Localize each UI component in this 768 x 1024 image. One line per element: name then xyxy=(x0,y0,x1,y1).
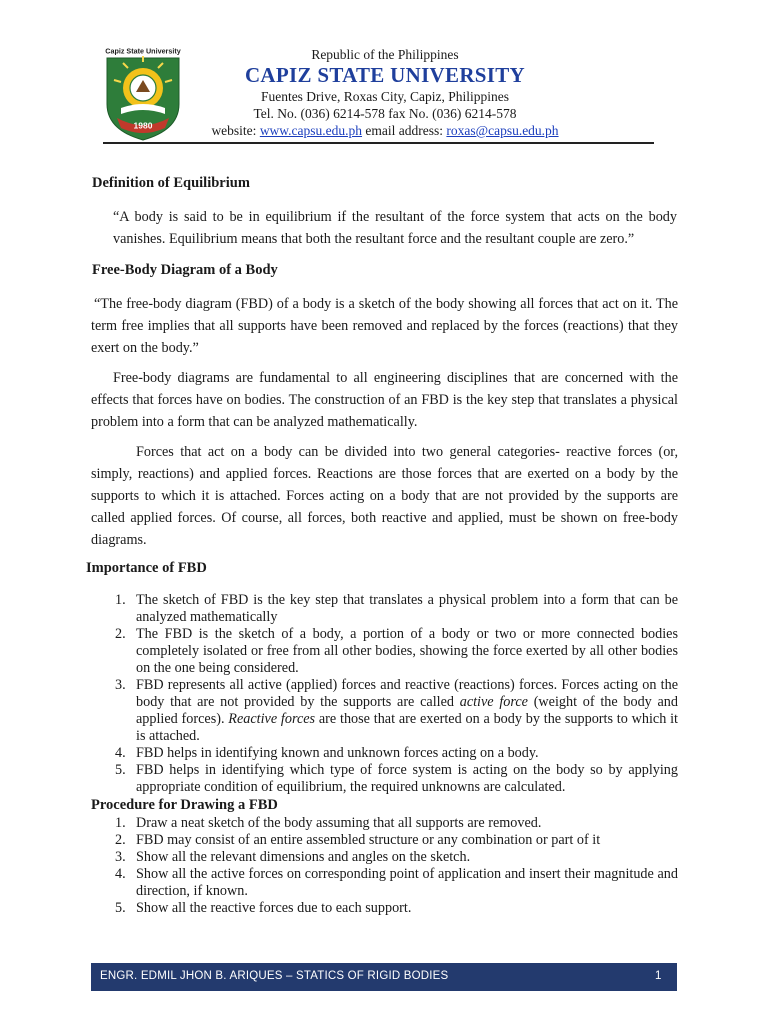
header-divider xyxy=(103,142,654,144)
phone-line: Tel. No. (036) 6214-578 fax No. (036) 6214-578 xyxy=(253,106,517,121)
importance-list xyxy=(111,592,678,796)
list-item: 1. Draw a neat sketch of the body assuming that all supports are removed. xyxy=(115,815,542,831)
list-item: 3. FBD represents all active (applied) forces and reactive (reactions) forces. Forces acting on the body that are not provided by the supports are called active force (weight of the body and applied forces). Reactive forces are those that are exerted on a body by the supports to which it is attached. xyxy=(115,677,678,744)
contact-line xyxy=(180,122,590,139)
page-header xyxy=(0,0,768,150)
list-item: 5. Show all the reactive forces due to each support. xyxy=(115,900,412,916)
email-link[interactable]: roxas@capsu.edu.ph xyxy=(446,123,559,138)
list-item: 1. The sketch of FBD is the key step that translates a physical problem into a form that can be analyzed mathematically xyxy=(115,592,678,625)
university-name: CAPIZ STATE UNIVERSITY xyxy=(244,63,526,87)
fbd-title: Free-Body Diagram of a Body xyxy=(92,262,278,278)
fbd-paragraph-1: Free-body diagrams are fundamental to all engineering disciplines that are concerned with the effects that forces have on bodies. The construction of an FBD is the key step that translates a physical problem into a form that can be analyzed mathematically. xyxy=(91,370,678,430)
list-number: 4. xyxy=(115,866,126,882)
fbd-quote: “The free-body diagram (FBD) of a body is a sketch of the body showing all forces that act on it. The term free implies that all supports have been removed and replaced by the forces (reactions) that they exert on the body.” xyxy=(91,296,678,356)
footer-title: ENGR. EDMIL JHON B. ARIQUES – STATICS OF RIGID BODIES xyxy=(100,970,449,982)
list-item: 4. FBD helps in identifying known and unknown forces acting on a body. xyxy=(115,745,539,761)
equilibrium-title: Definition of Equilibrium xyxy=(92,175,250,191)
logo-text: Capiz State University xyxy=(105,46,181,56)
list-number: 1. xyxy=(115,815,126,831)
importance-title: Importance of FBD xyxy=(86,560,207,576)
list-number: 1. xyxy=(115,592,126,608)
list-number: 3. xyxy=(115,849,126,865)
list-number: 5. xyxy=(115,900,126,916)
list-item: 2. The FBD is the sketch of a body, a portion of a body or two or more connected bodies completely isolated or free from all other bodies, showing the force exerted by all other bodies on the one being considered. xyxy=(115,626,678,676)
equilibrium-quote: “A body is said to be in equilibrium if the resultant of the force system that acts on the body vanishes. Equilibrium means that both the resultant force and the resultant couple are zero.” xyxy=(113,209,677,247)
list-number: 2. xyxy=(115,832,126,848)
fbd-paragraph-2: Forces that act on a body can be divided into two general categories- reactive forces (or, simply, reactions) and applied forces. Reactions are those forces that are exerted on a body by the supports to which it is attached. Forces acting on a body that are not provided by the supports are called applied forces. Of course, all forces, both reactive and applied, must be shown on free-body diagrams. xyxy=(91,444,678,548)
header-text-block xyxy=(180,46,590,139)
list-item: 4. Show all the active forces on corresponding point of application and insert their magnitude and direction, if known. xyxy=(115,866,678,899)
capsu-logo-icon xyxy=(103,42,183,142)
list-number: 4. xyxy=(115,745,126,761)
list-item: 3. Show all the relevant dimensions and angles on the sketch. xyxy=(115,849,471,865)
website-link[interactable]: www.capsu.edu.ph xyxy=(259,123,363,138)
list-number: 5. xyxy=(115,762,126,778)
logo-year: 1980 xyxy=(133,120,153,131)
list-number: 3. xyxy=(115,677,126,693)
list-item: 2. FBD may consist of an entire assembled structure or any combination or part of it xyxy=(115,832,601,848)
procedure-list xyxy=(111,815,678,917)
list-item: 5. FBD helps in identifying which type of force system is acting on the body so by applying appropriate condition of equilibrium, the required unknowns are calculated. xyxy=(115,762,678,795)
website-label: website: xyxy=(211,123,257,138)
procedure-title: Procedure for Drawing a FBD xyxy=(91,797,278,813)
republic-line: Republic of the Philippines xyxy=(311,47,459,62)
email-label: email address: xyxy=(365,123,444,138)
address-line: Fuentes Drive, Roxas City, Capiz, Philippines xyxy=(260,89,510,104)
list-number: 2. xyxy=(115,626,126,642)
page-number: 1 xyxy=(655,970,662,982)
